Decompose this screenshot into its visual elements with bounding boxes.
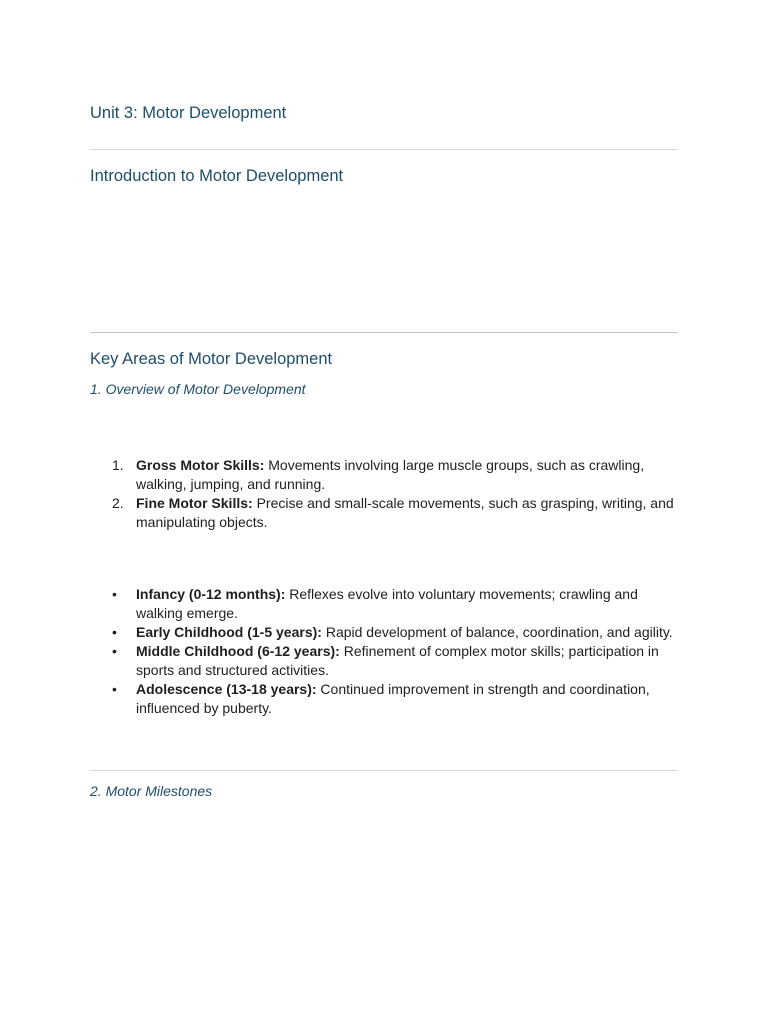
list-term: Infancy (0-12 months): xyxy=(136,586,286,602)
list-text: Refinement of complex motor skills; participation in sports and structured activities. xyxy=(136,643,659,678)
overview-subheading: 1. Overview of Motor Development xyxy=(90,381,306,397)
list-item xyxy=(90,456,680,494)
list-text: Reflexes evolve into voluntary movements; crawling and walking emerge. xyxy=(136,586,638,621)
bullet-icon: • xyxy=(112,586,117,602)
intro-heading: Introduction to Motor Development xyxy=(90,167,344,185)
list-number: 2. xyxy=(112,495,124,511)
list-text: Movements involving large muscle groups, such as crawling, walking, jumping, and running. xyxy=(136,457,645,492)
bullet-icon: • xyxy=(112,624,117,640)
skill-types-list xyxy=(90,456,680,532)
key-areas-heading: Key Areas of Motor Development xyxy=(90,350,333,368)
list-term: Fine Motor Skills: xyxy=(136,495,253,511)
list-item xyxy=(90,642,680,680)
unit-title: Unit 3: Motor Development xyxy=(90,104,287,122)
list-item xyxy=(90,494,680,532)
list-number: 1. xyxy=(112,457,124,473)
list-text: Precise and small-scale movements, such as grasping, writing, and manipulating objects. xyxy=(136,495,674,530)
list-item xyxy=(90,623,680,642)
list-term: Adolescence (13-18 years): xyxy=(136,681,317,697)
bullet-icon: • xyxy=(112,681,117,697)
list-term: Middle Childhood (6-12 years): xyxy=(136,643,340,659)
list-term: Early Childhood (1-5 years): xyxy=(136,624,322,640)
list-term: Gross Motor Skills: xyxy=(136,457,265,473)
divider xyxy=(90,332,678,333)
stages-list xyxy=(90,585,680,718)
list-text: Continued improvement in strength and coordination, influenced by puberty. xyxy=(136,681,650,716)
divider xyxy=(90,149,678,150)
list-text: Rapid development of balance, coordination, and agility. xyxy=(321,624,673,640)
list-item xyxy=(90,585,680,623)
bullet-icon: • xyxy=(112,643,117,659)
list-item xyxy=(90,680,680,718)
divider xyxy=(90,770,678,771)
milestones-subheading: 2. Motor Milestones xyxy=(90,783,213,799)
